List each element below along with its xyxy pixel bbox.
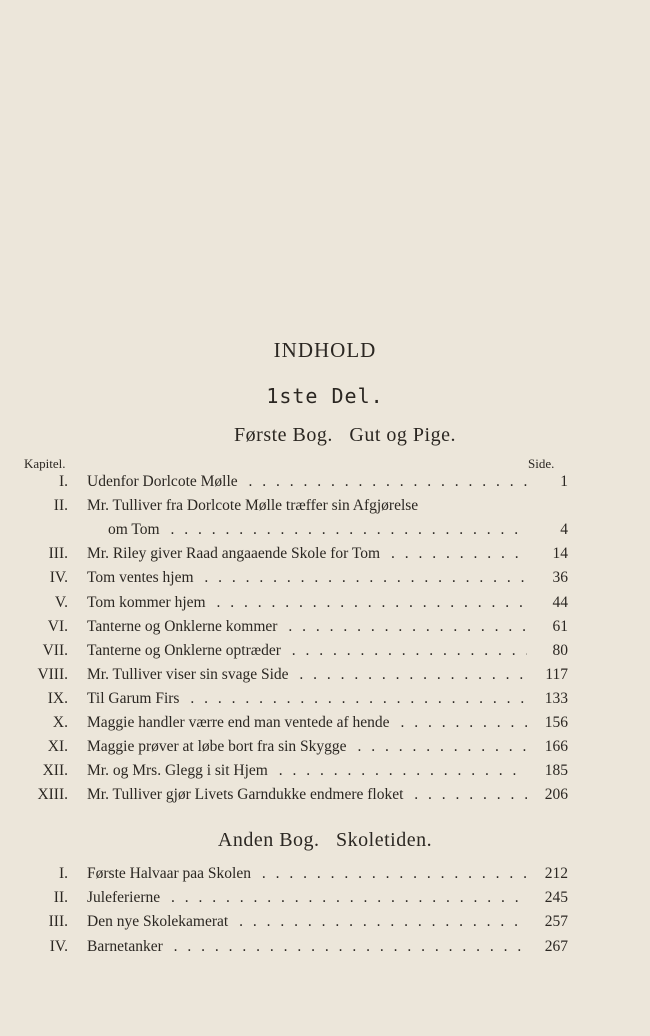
toc-entry: [0, 889, 650, 911]
chapter-title: [87, 738, 527, 756]
chapter-number: III.: [48, 913, 68, 931]
chapter-number: I.: [58, 865, 68, 882]
chapter-title: [87, 913, 527, 931]
chapter-number: VIII.: [37, 665, 68, 683]
toc-entry: [0, 714, 650, 736]
chapter-title: [87, 786, 527, 804]
chapter-title-text: Juleferierne: [87, 889, 164, 906]
chapter-title: Mr. Tulliver fra Dorlcote Mølle træffer sin Afgjørelse: [87, 497, 419, 515]
chapter-title: [87, 594, 527, 612]
chapter-number: I.: [58, 473, 68, 490]
chapter-number: IX.: [47, 689, 68, 707]
chapter-page: 156: [544, 714, 568, 731]
toc-entry: [0, 545, 650, 567]
chapter-title-text: Mr. og Mrs. Glegg i sit Hjem: [87, 762, 272, 779]
toc-entry: [0, 666, 650, 688]
chapter-title: [87, 569, 527, 587]
chapter-title-text: Barnetanker: [87, 938, 167, 955]
chapter-number: XI.: [47, 738, 68, 756]
chapter-title: [87, 642, 527, 660]
chapter-page: 185: [544, 762, 568, 780]
chapter-title: [87, 666, 527, 684]
toc-entry: [0, 690, 650, 712]
chapter-number: XII.: [42, 762, 68, 780]
chapter-number: V.: [54, 593, 68, 611]
toc-entry-continuation: [0, 521, 650, 543]
chapter-page: 117: [545, 665, 568, 683]
toc-entry: [0, 497, 650, 519]
kapitel-column-label: Kapitel.: [24, 456, 66, 471]
chapter-number: II.: [53, 889, 68, 907]
chapter-title-text: Mr. Tulliver gjør Livets Garndukke endmere floket: [87, 786, 407, 803]
side-column-label: Side.: [528, 456, 555, 471]
chapter-page: 133: [544, 689, 568, 707]
toc-entry: [0, 865, 650, 887]
chapter-title-text: Første Halvaar paa Skolen: [87, 865, 255, 882]
chapter-page: 166: [544, 738, 568, 756]
part-heading: 1ste Del.: [266, 384, 384, 408]
chapter-title-text: Tom kommer hjem: [87, 594, 210, 611]
chapter-title-text: Mr. Riley giver Raad angaaende Skole for Tom: [87, 545, 384, 562]
chapter-title: [87, 714, 527, 732]
chapter-page: 80: [552, 641, 568, 659]
toc-entry: [0, 762, 650, 784]
chapter-title: [87, 865, 527, 883]
page-title: INDHOLD: [273, 338, 377, 362]
chapter-title: [87, 938, 527, 956]
chapter-page: 61: [552, 617, 568, 635]
chapter-page: 44: [552, 593, 568, 611]
toc-entry: [0, 938, 650, 960]
chapter-title: [87, 762, 527, 780]
toc-entry: [0, 738, 650, 760]
chapter-title: [87, 545, 527, 563]
chapter-page: 14: [552, 545, 568, 563]
chapter-number: X.: [52, 714, 68, 731]
toc-entry: [0, 618, 650, 640]
chapter-number: XIII.: [37, 786, 68, 804]
toc-entry: [0, 786, 650, 808]
book2-heading: Anden Bog. Skoletiden.: [217, 829, 433, 851]
chapter-number: VI.: [47, 617, 68, 635]
chapter-number: III.: [48, 545, 68, 563]
toc-entry: [0, 569, 650, 591]
chapter-number: IV.: [49, 569, 68, 587]
chapter-title-text: Tom ventes hjem: [87, 569, 198, 586]
chapter-page: 257: [544, 913, 568, 931]
chapter-number: IV.: [49, 937, 68, 955]
chapter-title-text: Maggie handler værre end man ventede af hende: [87, 714, 394, 731]
chapter-title-continuation: [108, 521, 527, 539]
chapter-title: [87, 889, 527, 907]
chapter-title-text: Den nye Skolekamerat: [87, 913, 232, 930]
chapter-title-text: om Tom: [108, 521, 164, 538]
chapter-title-text: Maggie prøver at løbe bort fra sin Skygge: [87, 738, 351, 755]
chapter-page: 206: [544, 786, 568, 804]
chapter-title: [87, 473, 527, 491]
book1-heading: Første Bog. Gut og Pige.: [234, 424, 456, 446]
chapter-title: [87, 690, 527, 708]
chapter-page: 267: [544, 937, 568, 955]
chapter-number: II.: [53, 497, 68, 515]
toc-entry: [0, 642, 650, 664]
chapter-title-text: Udenfor Dorlcote Mølle: [87, 473, 242, 490]
chapter-page: 245: [544, 889, 568, 907]
toc-entry: [0, 913, 650, 935]
chapter-title: [87, 618, 527, 636]
chapter-page: 4: [560, 521, 568, 539]
chapter-title-text: Tanterne og Onklerne optræder: [87, 642, 285, 659]
chapter-page: 212: [544, 865, 568, 882]
toc-entry: [0, 594, 650, 616]
chapter-title-text: Tanterne og Onklerne kommer: [87, 618, 281, 635]
chapter-page: 36: [552, 569, 568, 587]
toc-entry: [0, 473, 650, 495]
chapter-number: VII.: [42, 641, 68, 659]
chapter-title-text: Til Garum Firs: [87, 690, 183, 707]
chapter-title-text: Mr. Tulliver viser sin svage Side: [87, 666, 293, 683]
chapter-page: 1: [560, 473, 568, 490]
